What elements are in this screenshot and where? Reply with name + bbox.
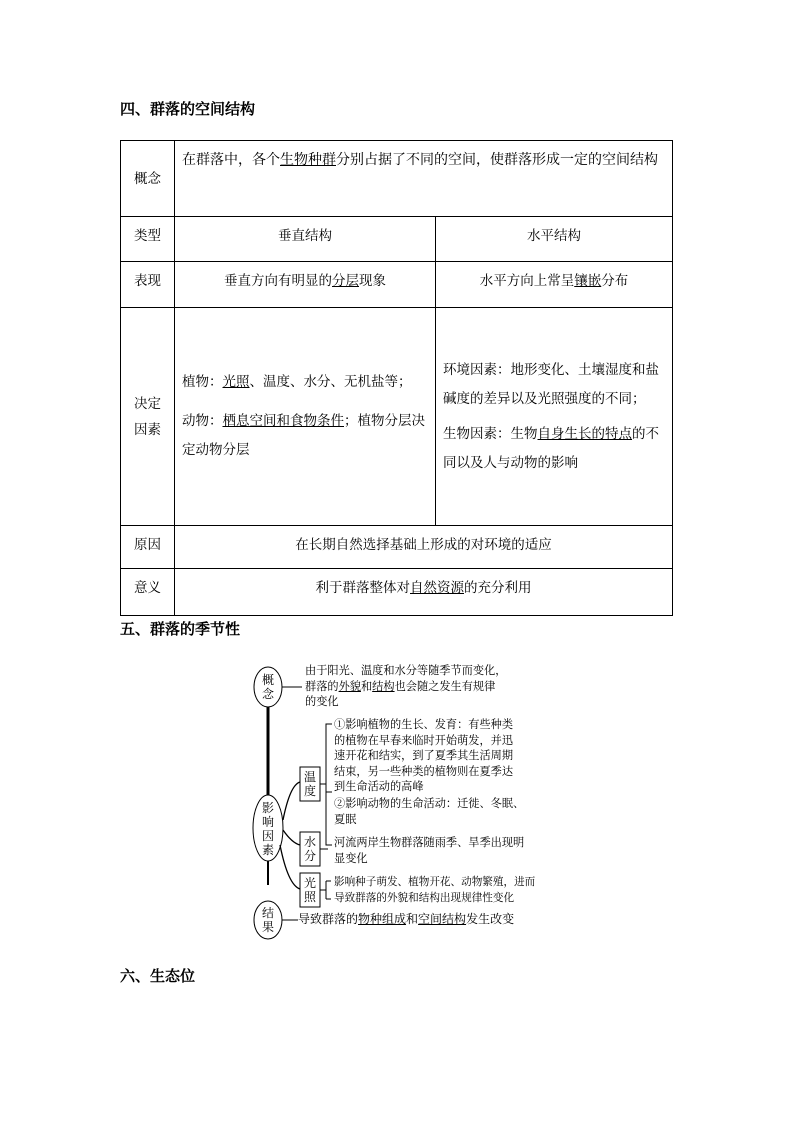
- animal-underline: 栖息空间和食物条件: [222, 413, 344, 429]
- table-row: [121, 217, 673, 262]
- temp-effect-1: [334, 717, 513, 795]
- vertical-structure-header: 垂直结构: [175, 217, 436, 262]
- h-express-text-rest: 分布: [601, 273, 629, 289]
- temp-node: 温度: [304, 770, 317, 798]
- table-row: [121, 526, 673, 569]
- result-node: 结果: [262, 906, 275, 934]
- result-u1: 物种组成: [358, 912, 407, 926]
- vertical-express-cell: [175, 262, 436, 308]
- concept-line-2-pre: 群落的: [305, 679, 339, 693]
- bio-text: 的不同以及人与动物的影响: [443, 425, 659, 471]
- concept-line-2: [305, 679, 506, 695]
- concept-node: 概念: [262, 673, 275, 701]
- seasonality-diagram: [250, 655, 550, 945]
- concept-cell: [175, 141, 673, 217]
- light-line-2: 导致群落的外貌和结构出现规律性变化: [334, 891, 515, 904]
- reason-label: 原因: [121, 526, 175, 569]
- curve-temp: [283, 782, 300, 820]
- light-node: 光照: [304, 876, 317, 904]
- v-express-underline: 分层: [332, 273, 359, 289]
- water-node: 水分: [304, 835, 317, 863]
- factors-node: 影响因素: [262, 801, 275, 857]
- env-factor: 环境因素：地形变化、土壤湿度和盐碱度的差异以及光照强度的不同；: [443, 361, 659, 407]
- bio-prefix: 生物因素：生物: [443, 425, 538, 442]
- concept-text-rest: 分别占据了不同的空间，使群落形成一定的空间结构: [336, 152, 658, 168]
- result-mid: 和: [406, 912, 419, 926]
- table-row: [121, 569, 673, 616]
- temp-1-line-5: 到生命活动的高峰: [334, 780, 424, 793]
- water-line-1: 河流两岸生物群落随雨季、旱季出现明: [334, 836, 525, 849]
- temp-1-line-4: 结束，另一些种类的植物则在夏季达: [334, 764, 514, 778]
- factors-label: [121, 308, 175, 526]
- plant-prefix: 植物：: [182, 374, 223, 390]
- meaning-cell: [175, 569, 673, 616]
- factors-label-2: 因素: [134, 421, 161, 438]
- temp-2-line-1: ②影响动物的生命活动：迁徙、冬眠、: [334, 797, 525, 810]
- result-post: 发生改变: [466, 912, 515, 926]
- light-bracket: [320, 881, 331, 899]
- horizontal-factors-cell: [436, 308, 673, 526]
- h-express-text: 水平方向上常呈: [479, 273, 575, 289]
- v-express-text: 垂直方向有明显的: [224, 273, 332, 289]
- concept-line-2-mid: 和: [360, 679, 373, 693]
- reason-cell: 在长期自然选择基础上形成的对环境的适应: [175, 526, 673, 569]
- temp-1-line-2: 的植物在早春来临时开始萌发，并迅: [334, 733, 514, 747]
- bio-factor: [443, 420, 665, 478]
- temp-2-line-2: 夏眠: [334, 812, 357, 826]
- vertical-factors-cell: [175, 308, 436, 526]
- factors-label-1: 决定: [134, 395, 161, 412]
- h-express-underline: 镶嵌: [574, 273, 602, 289]
- type-label: 类型: [121, 217, 175, 262]
- animal-prefix: 动物：: [182, 413, 223, 429]
- concept-line-2-u1: 外貌: [338, 679, 361, 693]
- table-row: [121, 262, 673, 308]
- water-line-2: 显变化: [334, 851, 368, 865]
- horizontal-structure-header: 水平结构: [436, 217, 673, 262]
- animal-factor: [182, 407, 428, 465]
- temp-effect-2: [334, 796, 524, 827]
- section4-title: 四、群落的空间结构: [120, 100, 256, 118]
- curve-water: [283, 830, 300, 845]
- section5-title: 五、群落的季节性: [120, 620, 241, 638]
- concept-line-2-u2: 结构: [372, 679, 395, 693]
- water-effect: [334, 835, 524, 866]
- section6-title: 六、生态位: [120, 967, 196, 985]
- temp-1-line-1: ①影响植物的生长、发育：有些种类: [334, 718, 514, 731]
- concept-line-2-post: 也会随之发生有规律: [394, 679, 496, 693]
- spatial-structure-table: [120, 140, 673, 616]
- light-effect: [334, 875, 535, 906]
- concept-underline: 生物种群: [280, 152, 336, 168]
- concept-text: 在群落中，各个: [182, 152, 280, 168]
- meaning-label: 意义: [121, 569, 175, 616]
- result-pre: 导致群落的: [298, 912, 359, 926]
- plant-text: 、温度、水分、无机盐等；: [249, 374, 412, 390]
- concept-text: [305, 663, 506, 710]
- meaning-underline: 自然资源: [410, 580, 464, 596]
- concept-label: 概念: [121, 141, 175, 217]
- temp-1-line-3: 速开花和结实，到了夏季其生活周期: [334, 749, 514, 762]
- meaning-text-rest: 的充分利用: [464, 580, 532, 596]
- v-express-text-rest: 现象: [359, 273, 386, 289]
- concept-line-1: 由于阳光、温度和水分等随季节而变化，: [305, 664, 507, 677]
- meaning-text: 利于群落整体对: [315, 580, 410, 596]
- result-text: [298, 912, 514, 928]
- light-line-1: 影响种子萌发、植物开花、动物繁殖，进而: [334, 876, 536, 888]
- curve-light: [280, 845, 300, 889]
- plant-factor: [182, 368, 428, 397]
- horizontal-express-cell: [436, 262, 673, 308]
- bio-underline: 自身生长的特点: [537, 425, 632, 442]
- express-label: 表现: [121, 262, 175, 308]
- animal-text: ；植物分层决定动物分层: [182, 413, 425, 458]
- plant-underline: 光照: [222, 374, 250, 390]
- table-row: [121, 308, 673, 526]
- concept-line-3: 的变化: [305, 695, 339, 708]
- table-row: [121, 141, 673, 217]
- result-u2: 空间结构: [418, 912, 467, 926]
- temp-bracket: [326, 724, 332, 845]
